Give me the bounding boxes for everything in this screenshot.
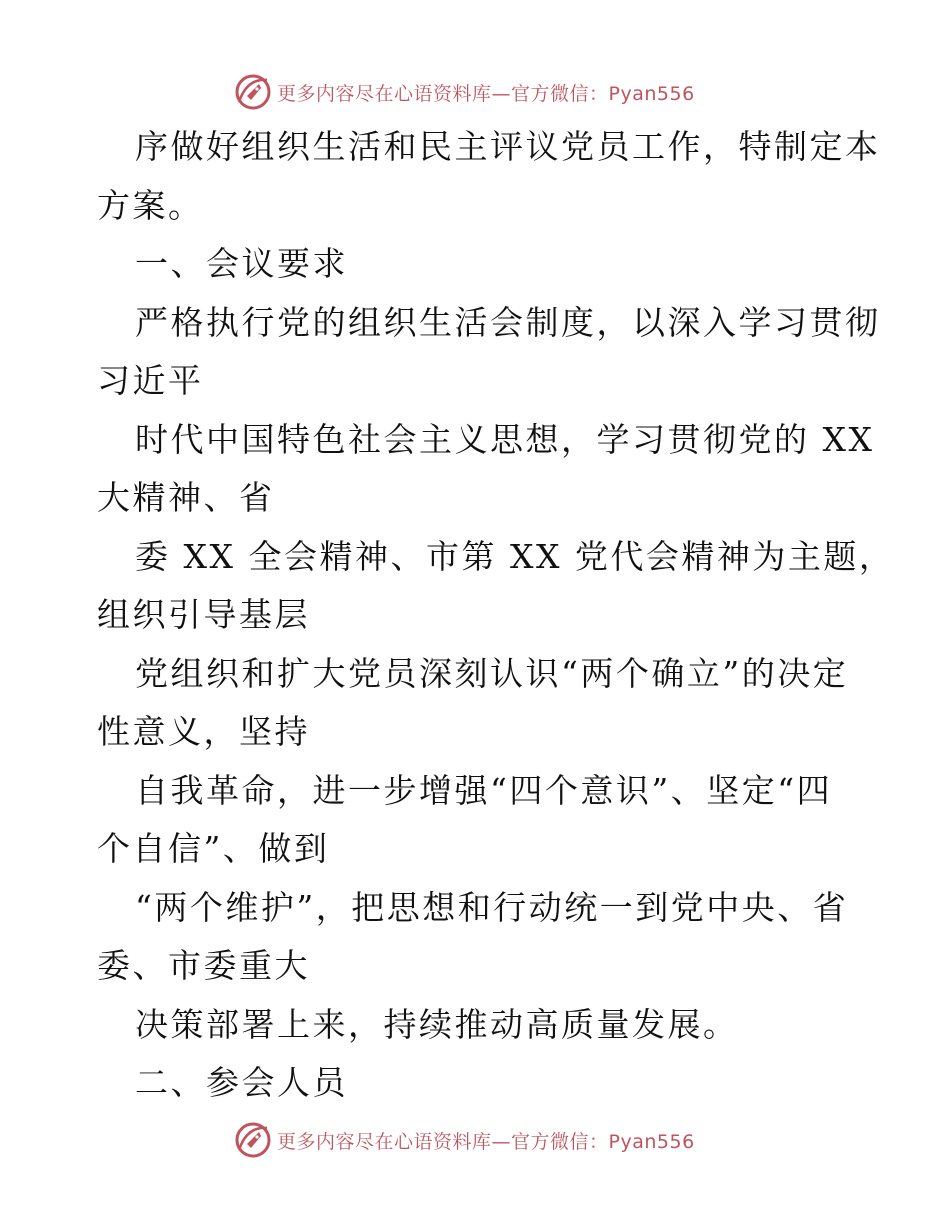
pen-nib-logo-icon xyxy=(233,72,273,112)
body-text-line: 二、参会人员 xyxy=(135,1063,348,1102)
body-text-line: 序做好组织生活和民主评议党员工作，特制定本 xyxy=(135,127,881,166)
body-text-line: “两个维护”，把思想和行动统一到党中央、省 xyxy=(135,887,849,927)
body-text-line: 委 XX 全会精神、市第 XX 党代会精神为主题， xyxy=(135,536,895,576)
footer-watermark xyxy=(0,1118,950,1162)
header-watermark xyxy=(0,70,950,114)
body-text-line: 性意义，坚持 xyxy=(97,712,310,751)
body-text-line: 时代中国特色社会主义思想，学习贯彻党的 XX xyxy=(135,419,875,459)
body-text-line: 个自信”、做到 xyxy=(97,829,330,868)
watermark-text: 更多内容尽在心语资料库—官方微信：Pyan556 xyxy=(277,82,695,105)
body-text-line: 自我革命，进一步增强“四个意识”、坚定“四 xyxy=(135,770,833,810)
body-text-line: 一、会议要求 xyxy=(135,244,348,283)
body-text-line: 习近平 xyxy=(97,361,204,400)
body-text-line: 决策部署上来，持续推动高质量发展。 xyxy=(135,1004,739,1044)
document-body xyxy=(97,118,895,1113)
pen-nib-logo-icon xyxy=(233,1120,273,1160)
body-text-line: 大精神、省 xyxy=(97,478,275,517)
body-text-line: 方案。 xyxy=(97,185,204,225)
body-text-line: 组织引导基层 xyxy=(97,595,310,634)
body-text-line: 委、市委重大 xyxy=(97,946,310,985)
watermark-text: 更多内容尽在心语资料库—官方微信：Pyan556 xyxy=(277,1130,695,1153)
body-text-line: 党组织和扩大党员深刻认识“两个确立”的决定 xyxy=(135,653,849,693)
body-text-line: 严格执行党的组织生活会制度，以深入学习贯彻 xyxy=(135,302,881,342)
